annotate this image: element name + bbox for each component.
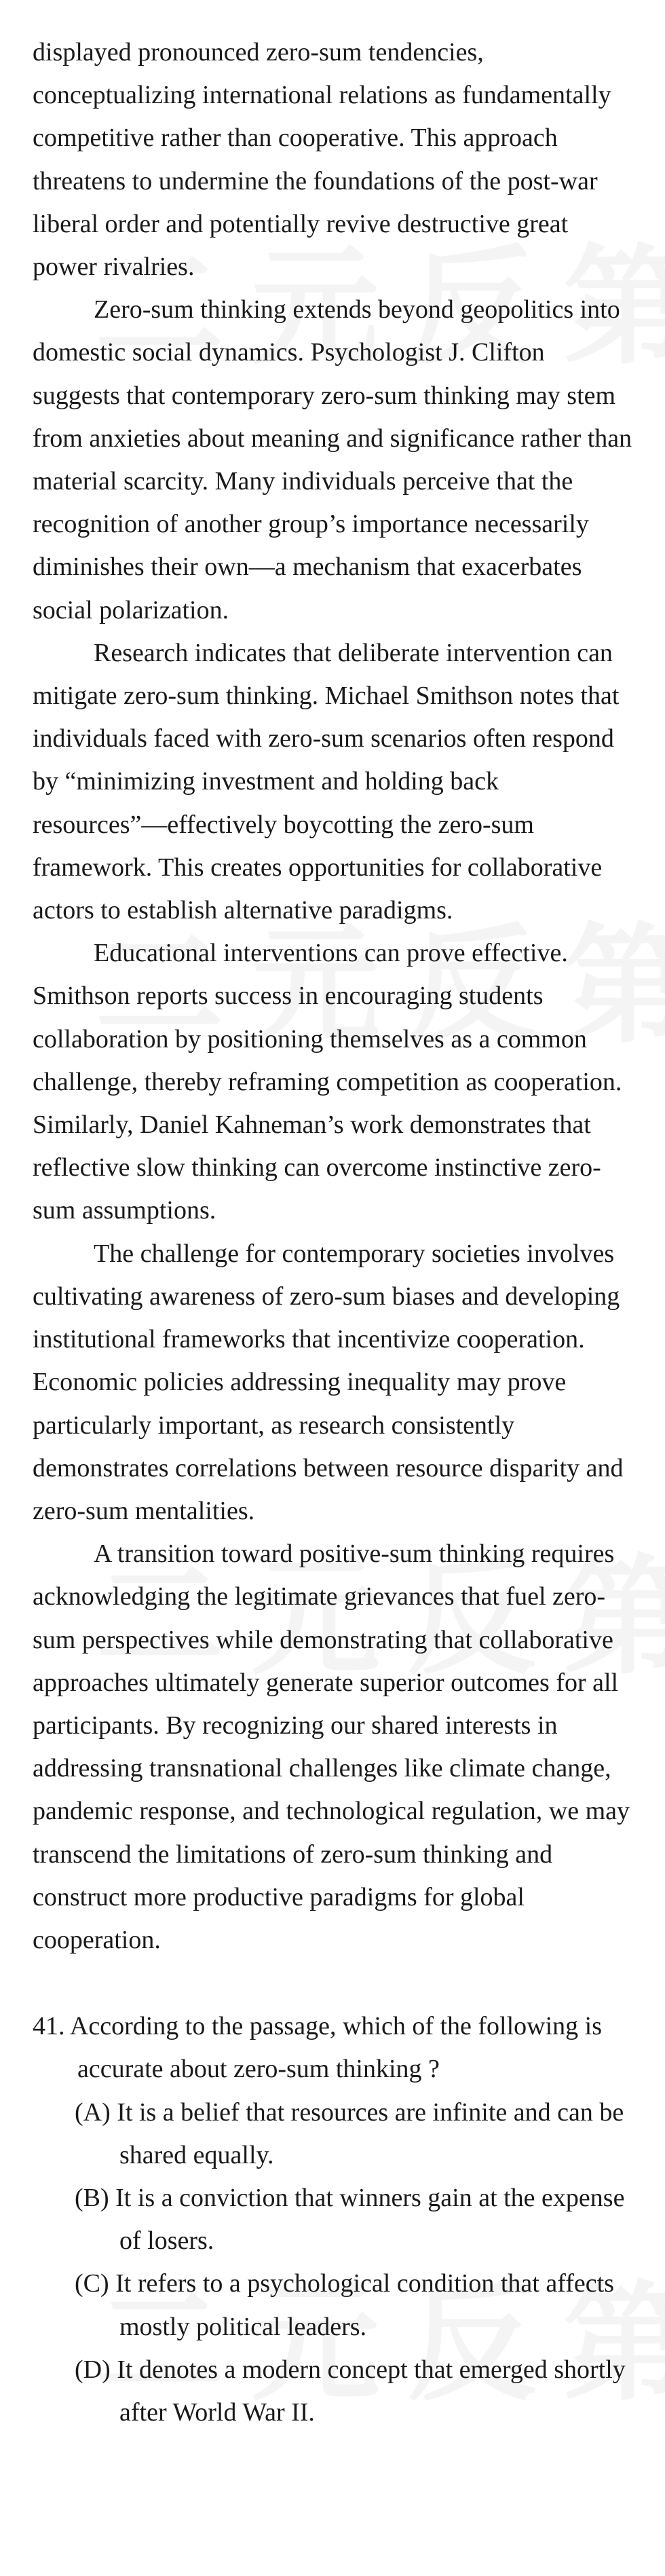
passage-paragraph-3: Research indicates that deliberate intervention can mitigate zero-sum thinking. Michael Smithson notes that individuals faced with zero-sum scenarios often respond by “minimizing investment and holding back resources”—effectively boycotting the zero-sum framework. This creates opportunities for collaborative actors to establish alternative paradigms. [33, 638, 620, 925]
passage-paragraph-2: Zero-sum thinking extends beyond geopolitics into domestic social dynamics. Psychologist J. Clifton suggests that contemporary zero-sum thinking may stem from anxieties about meaning and significance rather than material scarcity. Many individuals perceive that the recognition of another group’s importance necessarily diminishes their own—a mechanism that exacerbates social polarization. [33, 295, 632, 624]
question-41 [33, 2005, 636, 2434]
answer-options [33, 2091, 636, 2435]
passage-paragraph-1: displayed pronounced zero-sum tendencies, conceptualizing international relations as fundamentally competitive rather than cooperative. This approach threatens to undermine the foundations of the post-war liberal order and potentially revive destructive great power rivalries. [33, 38, 611, 282]
answer-option-c[interactable]: (C) It refers to a psychological condition that affects mostly political leaders. [75, 2269, 614, 2341]
passage-paragraph-6: A transition toward positive-sum thinking requires acknowledging the legitimate grievances that fuel zero-sum perspectives while demonstrating that collaborative approaches ultimately generate superior outcomes for all participants. By recognizing our shared interests in addressing transnational challenges like climate change, pandemic response, and technological regulation, we may transcend the limitations of zero-sum thinking and construct more productive paradigms for global cooperation. [33, 1539, 630, 1954]
passage-paragraph-4: Educational interventions can prove effective. Smithson reports success in encouraging students collaboration by positioning themselves as a common challenge, thereby reframing competition as cooperation. Similarly, Daniel Kahneman’s work demonstrates that reflective slow thinking can overcome instinctive zero-sum assumptions. [33, 939, 622, 1225]
answer-option-d[interactable]: (D) It denotes a modern concept that emerged shortly after World War II. [75, 2355, 626, 2427]
answer-option-a[interactable]: (A) It is a belief that resources are infinite and can be shared equally. [75, 2097, 624, 2169]
answer-option-b[interactable]: (B) It is a conviction that winners gain at the expense of losers. [75, 2183, 625, 2256]
question-stem: 41. According to the passage, which of the following is accurate about zero-sum thinking ? [33, 2012, 603, 2084]
passage-paragraph-5: The challenge for contemporary societies involves cultivating awareness of zero-sum biases and developing institutional frameworks that incentivize cooperation. Economic policies addressing inequality may prove particularly important, as research consistently demonstrates correlations between resource disparity and zero-sum mentalities. [33, 1239, 624, 1525]
